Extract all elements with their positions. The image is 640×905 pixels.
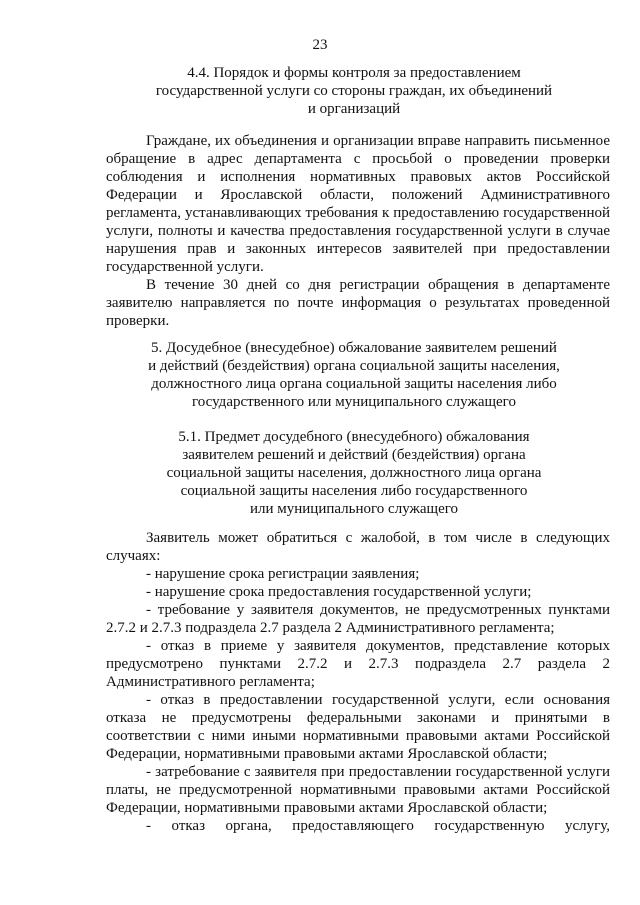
heading-line: социальной защиты населения, должностного лица органа	[166, 465, 542, 481]
list-item: - отказ в предоставлении государственной услуги, если основания отказа не предусмотрены федеральными законами и принятыми в соответствии с ними иными нормативными правовыми актами Российской Федерации, нормативными правовыми актами Ярославской области;	[106, 692, 610, 762]
heading-line: государственного или муниципального служащего	[192, 394, 516, 410]
heading-line: 5.1. Предмет досудебного (внесудебного) обжалования	[178, 429, 530, 445]
heading-line: и действий (бездействия) органа социальной защиты населения,	[148, 358, 560, 374]
list-item: - нарушение срока предоставления государственной услуги;	[146, 584, 532, 600]
heading-line: 4.4. Порядок и формы контроля за предоставлением	[187, 65, 521, 81]
section-5-1-heading	[100, 428, 608, 518]
paragraph: Граждане, их объединения и организации вправе направить письменное обращение в адрес департамента с просьбой о проведении проверки соблюдения и исполнения нормативных правовых актов Российской Федерации и Ярославской области, положений Административного регламента, устанавливающих требования к предоставлению государственной услуги, полноты и качества предоставления государственной услуги в случае нарушения прав и законных интересов заявителей при предоставлении государственной услуги.	[106, 133, 610, 275]
heading-line: социальной защиты населения либо государственного	[180, 483, 528, 499]
section-4-4-heading	[100, 64, 608, 118]
page-number: 23	[312, 37, 328, 53]
heading-line: государственной услуги со стороны граждан, их объединений	[155, 83, 553, 99]
list-item: - отказ органа, предоставляющего государственную услугу,	[146, 818, 610, 834]
heading-line: или муниципального служащего	[249, 501, 459, 517]
section-5-heading	[100, 339, 608, 411]
section-5-1-body	[106, 529, 610, 835]
heading-line: 5. Досудебное (внесудебное) обжалование заявителем решений	[151, 340, 557, 356]
list-item: - затребование с заявителя при предоставлении государственной услуги платы, не предусмотренной нормативными правовыми актами Российской Федерации, нормативными правовыми актами Ярославской области;	[106, 764, 610, 816]
list-item: - отказ в приеме у заявителя документов, представление которых предусмотрено пунктами 2.7.2 и 2.7.3 подраздела 2.7 раздела 2 Административного регламента;	[106, 638, 610, 690]
paragraph: В течение 30 дней со дня регистрации обращения в департаменте заявителю направляется по почте информация о результатах проведенной проверки.	[106, 277, 610, 329]
heading-line: заявителем решений и действий (бездействия) органа	[182, 447, 526, 463]
section-4-4-body	[106, 132, 610, 330]
heading-line: и организаций	[307, 101, 401, 117]
list-item: - требование у заявителя документов, не предусмотренных пунктами 2.7.2 и 2.7.3 подраздела 2.7 раздела 2 Административного регламента;	[106, 602, 610, 636]
list-item: - нарушение срока регистрации заявления;	[146, 566, 420, 582]
paragraph: Заявитель может обратиться с жалобой, в том числе в следующих случаях:	[106, 530, 610, 564]
heading-line: должностного лица органа социальной защиты населения либо	[151, 376, 557, 392]
